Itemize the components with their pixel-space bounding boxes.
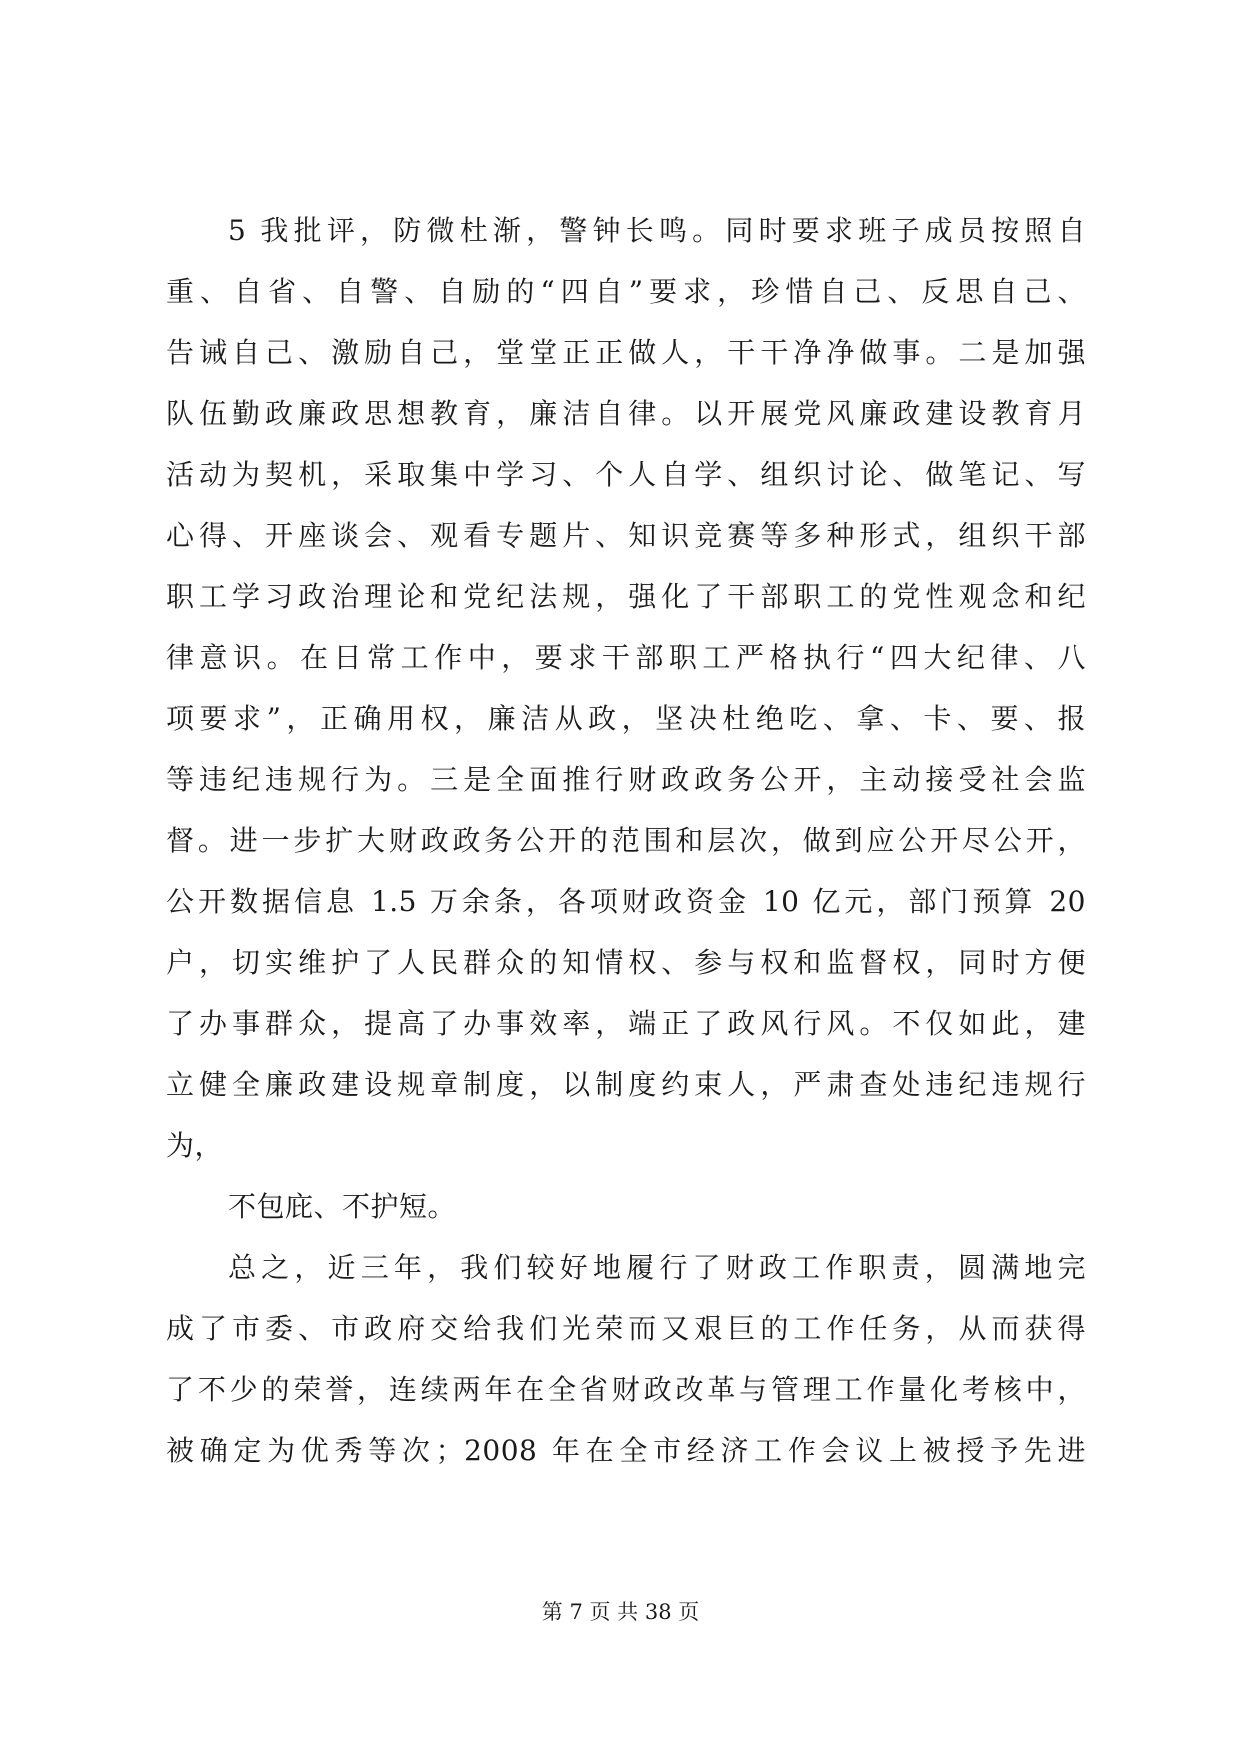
text-line: 被确定为优秀等次；2008 年在全市经济工作会议上被授予先进 (166, 1434, 1086, 1467)
text-line: 户，切实维护了人民群众的知情权、参与权和监督权，同时方便 (166, 946, 1086, 979)
text-line: 为， (166, 1129, 224, 1162)
text-line: 项要求”，正确用权，廉洁从政，坚决杜绝吃、拿、卡、要、报 (166, 702, 1086, 735)
text-line: 5 我批评，防微杜渐，警钟长鸣。同时要求班子成员按照自 (228, 214, 1086, 247)
text-line: 活动为契机，采取集中学习、个人自学、组织讨论、做笔记、写 (166, 458, 1086, 491)
text-line: 职工学习政治理论和党纪法规，强化了干部职工的党性观念和纪 (166, 580, 1086, 613)
body-text (166, 200, 1086, 1481)
text-line: 了办事群众，提高了办事效率，端正了政风行风。不仅如此，建 (166, 1007, 1086, 1040)
text-line: 告诫自己、激励自己，堂堂正正做人，干干净净做事。二是加强 (166, 336, 1086, 369)
text-line: 公开数据信息 1.5 万余条，各项财政资金 10 亿元，部门预算 20 (166, 885, 1086, 918)
text-line: 立健全廉政建设规章制度，以制度约束人，严肃查处违纪违规行 (166, 1068, 1086, 1101)
text-line: 不包庇、不护短。 (228, 1190, 457, 1223)
page-footer: 第 7 页 共 38 页 (541, 1600, 700, 1624)
text-line: 心得、开座谈会、观看专题片、知识竞赛等多种形式，组织干部 (166, 519, 1086, 552)
text-line: 律意识。在日常工作中，要求干部职工严格执行“四大纪律、八 (166, 641, 1086, 674)
text-line: 了不少的荣誉，连续两年在全省财政改革与管理工作量化考核中， (166, 1373, 1086, 1406)
text-line: 重、自省、自警、自励的“四自”要求，珍惜自己、反思自己、 (166, 275, 1086, 308)
text-line: 总之，近三年，我们较好地履行了财政工作职责，圆满地完 (228, 1251, 1086, 1284)
text-line: 督。进一步扩大财政政务公开的范围和层次，做到应公开尽公开， (166, 824, 1086, 857)
text-line: 队伍勤政廉政思想教育，廉洁自律。以开展党风廉政建设教育月 (166, 397, 1086, 430)
text-line: 等违纪违规行为。三是全面推行财政政务公开，主动接受社会监 (166, 763, 1086, 796)
text-line: 成了市委、市政府交给我们光荣而又艰巨的工作任务，从而获得 (166, 1312, 1086, 1345)
